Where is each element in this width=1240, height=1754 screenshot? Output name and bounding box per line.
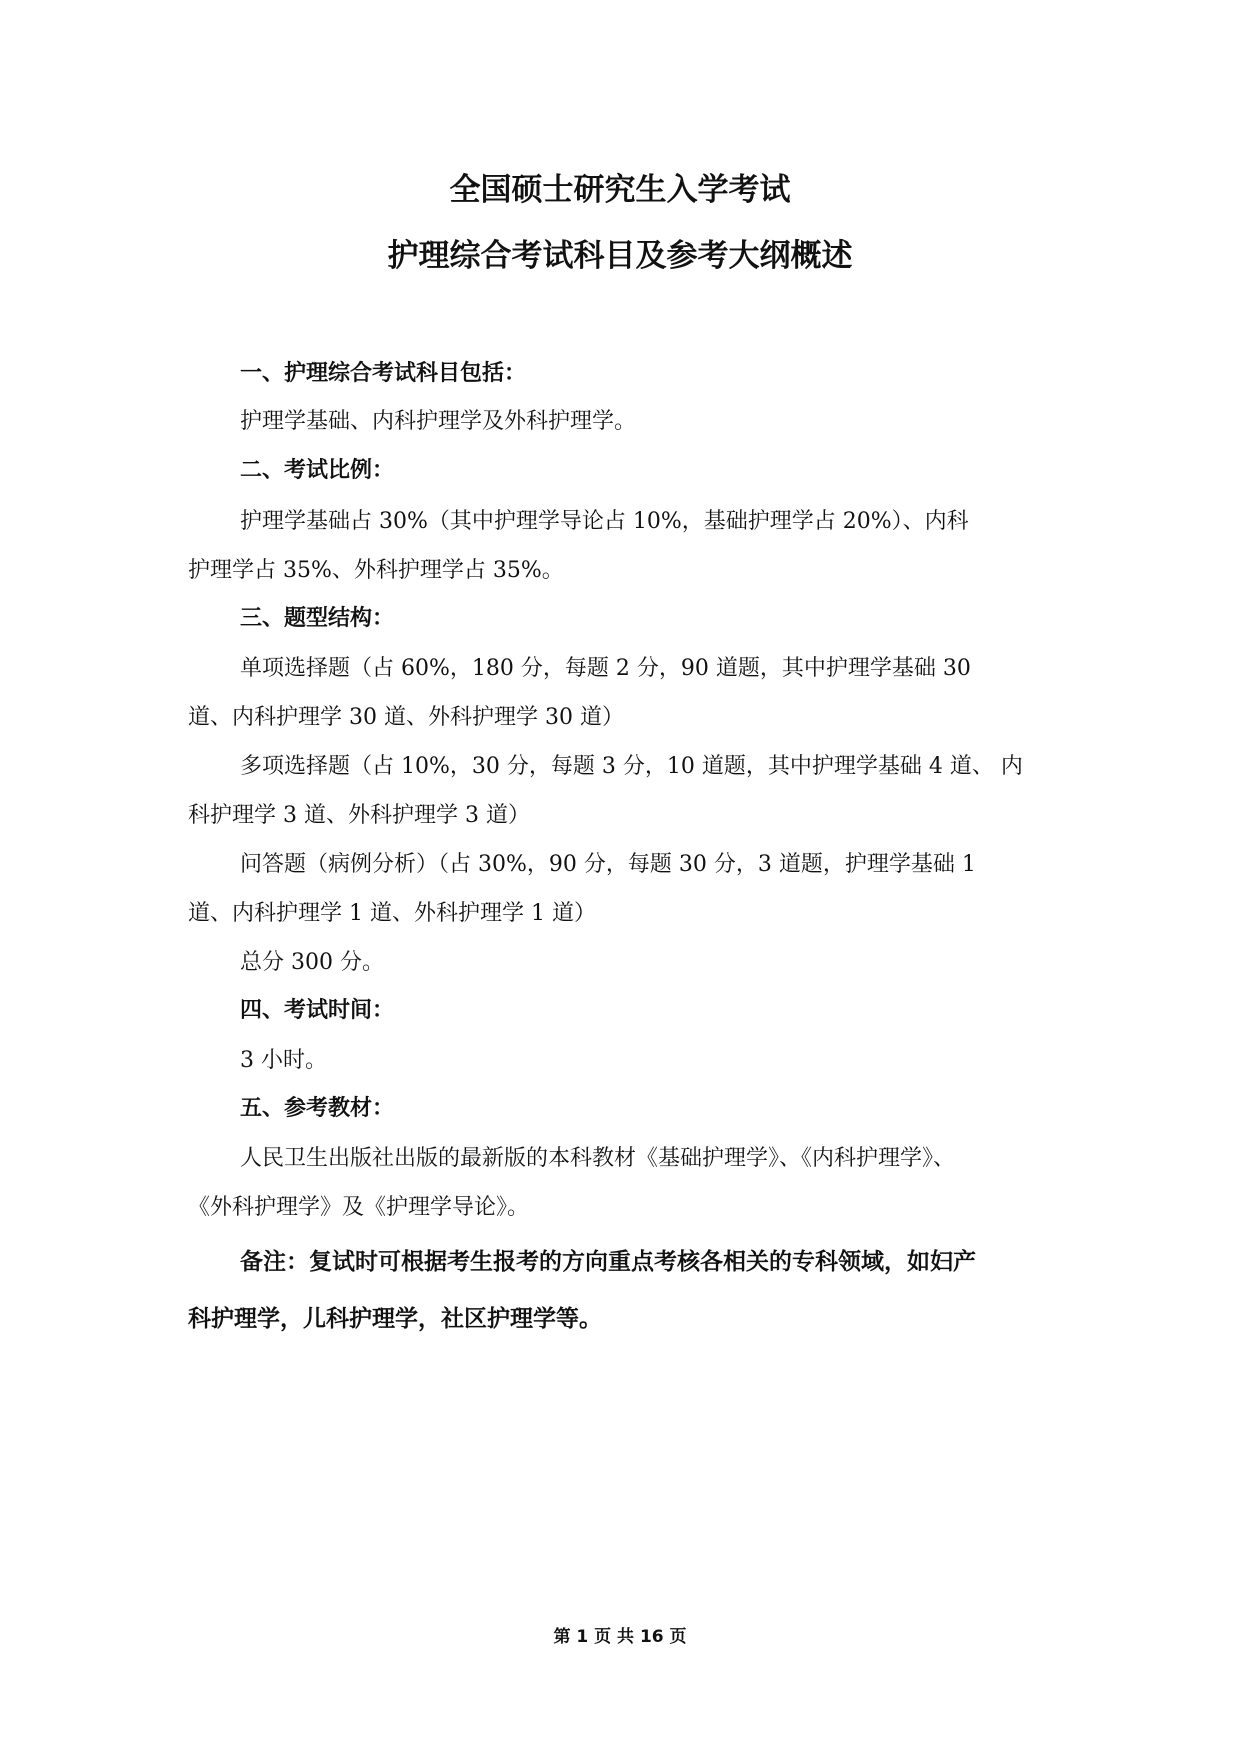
section-body-textbooks-line2: 《外科护理学》及《护理学导论》。 bbox=[188, 1195, 530, 1220]
section-heading-structure: 三、题型结构： bbox=[240, 606, 395, 631]
structure-qa-line2: 道、内科护理学 1 道、外科护理学 1 道） bbox=[188, 901, 596, 926]
section-body-subjects: 护理学基础、内科护理学及外科护理学。 bbox=[240, 409, 637, 434]
structure-multi-choice-line2: 科护理学 3 道、外科护理学 3 道） bbox=[188, 803, 530, 828]
note-line2: 科护理学，儿科护理学，社区护理学等。 bbox=[188, 1306, 602, 1332]
section-body-textbooks-line1: 人民卫生出版社出版的最新版的本科教材《基础护理学》、《内科护理学》、 bbox=[240, 1146, 956, 1171]
structure-single-choice-line2: 道、内科护理学 30 道、外科护理学 30 道） bbox=[188, 705, 624, 730]
document-subtitle: 护理综合考试科目及参考大纲概述 bbox=[387, 238, 853, 274]
section-heading-ratio: 二、考试比例： bbox=[240, 458, 395, 483]
document-title: 全国硕士研究生入学考试 bbox=[449, 172, 791, 208]
page-number-footer: 第 1 页 共 16 页 bbox=[553, 1627, 687, 1647]
section-heading-textbooks: 五、参考教材： bbox=[240, 1096, 395, 1121]
structure-qa-line1: 问答题（病例分析）（占 30%，90 分，每题 30 分，3 道题，护理学基础 1 bbox=[240, 852, 976, 877]
section-body-ratio-line2: 护理学占 35%、外科护理学占 35%。 bbox=[188, 558, 564, 583]
section-heading-time: 四、考试时间： bbox=[240, 998, 395, 1023]
structure-total-score: 总分 300 分。 bbox=[240, 950, 384, 975]
structure-multi-choice-line1: 多项选择题（占 10%，30 分，每题 3 分，10 道题，其中护理学基础 4 道、 内 bbox=[240, 754, 1023, 779]
section-heading-subjects: 一、护理综合考试科目包括： bbox=[240, 361, 527, 386]
section-body-time: 3 小时。 bbox=[240, 1048, 327, 1073]
section-body-ratio-line1: 护理学基础占 30%（其中护理学导论占 10%，基础护理学占 20%）、内科 bbox=[240, 509, 969, 534]
note-line1: 备注：复试时可根据考生报考的方向重点考核各相关的专科领域，如妇产 bbox=[240, 1249, 976, 1275]
structure-single-choice-line1: 单项选择题（占 60%，180 分，每题 2 分，90 道题，其中护理学基础 30 bbox=[240, 656, 971, 681]
